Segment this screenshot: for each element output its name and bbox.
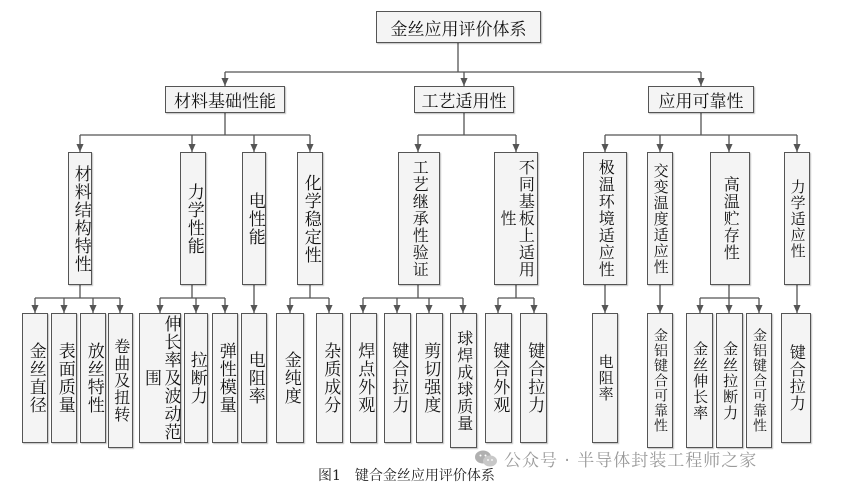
sub-node-process-inheritance: 工艺继承性验证 [398, 152, 440, 285]
leaf-node: 卷曲及扭转 [108, 313, 133, 448]
figure-number: 图1 [318, 468, 341, 484]
sub-node-mechanical: 力学性能 [180, 152, 206, 285]
sub-node-cyclic-temp: 交变温度适应性 [647, 152, 673, 285]
leaf-node: 剪切强度 [416, 313, 443, 443]
leaf-node: 电阻率 [592, 313, 618, 443]
leaf-node: 金铝键合可靠性 [746, 313, 772, 448]
leaf-node: 键合外观 [485, 313, 512, 443]
watermark [474, 446, 757, 471]
sub-node-extreme-temp: 极温环境适应性 [583, 152, 627, 285]
watermark-text: 公众号 · 半导体封装工程师之家 [504, 451, 758, 471]
sub-node-chemical: 化学稳定性 [297, 152, 323, 285]
leaf-node: 伸长率及波动范围 [141, 315, 181, 441]
sub-node-structure: 材料结构特性 [68, 152, 92, 285]
leaf-node: 金丝伸长率 [686, 313, 713, 448]
sub-node-mechanical-adaptability: 力学适应性 [784, 152, 810, 285]
leaf-node: 杂质成分 [316, 313, 343, 443]
leaf-node: 金丝拉断力 [716, 313, 743, 448]
leaf-node: 金铝键合可靠性 [647, 313, 673, 448]
leaf-node: 键合拉力 [384, 313, 411, 443]
category-node-reliability: 应用可靠性 [648, 86, 754, 113]
leaf-node: 电阻率 [241, 313, 267, 443]
category-node-material: 材料基础性能 [165, 86, 285, 113]
sub-node-substrate-applicability: 不同基板上适用性 [494, 152, 538, 285]
figure-caption-text: 键合金丝应用评价体系 [354, 468, 495, 484]
leaf-node: 金丝直径 [22, 313, 48, 443]
leaf-node: 焊点外观 [350, 313, 377, 443]
leaf-node: 键合拉力 [520, 313, 547, 443]
root-node: 金丝应用评价体系 [376, 11, 541, 43]
sub-node-high-temp-storage: 高温贮存性 [710, 152, 750, 285]
leaf-node: 表面质量 [51, 313, 77, 443]
leaf-node: 放丝特性 [80, 313, 106, 443]
leaf-node: 弹性模量 [212, 313, 238, 443]
leaf-node: 球焊成球质量 [450, 313, 477, 448]
leaf-node: 拉断力 [184, 313, 208, 443]
leaf-node: 金纯度 [276, 313, 304, 443]
sub-node-electrical: 电性能 [242, 152, 266, 285]
figure-caption [318, 465, 495, 485]
leaf-node: 键合拉力 [781, 313, 811, 443]
category-node-process: 工艺适用性 [414, 86, 514, 113]
